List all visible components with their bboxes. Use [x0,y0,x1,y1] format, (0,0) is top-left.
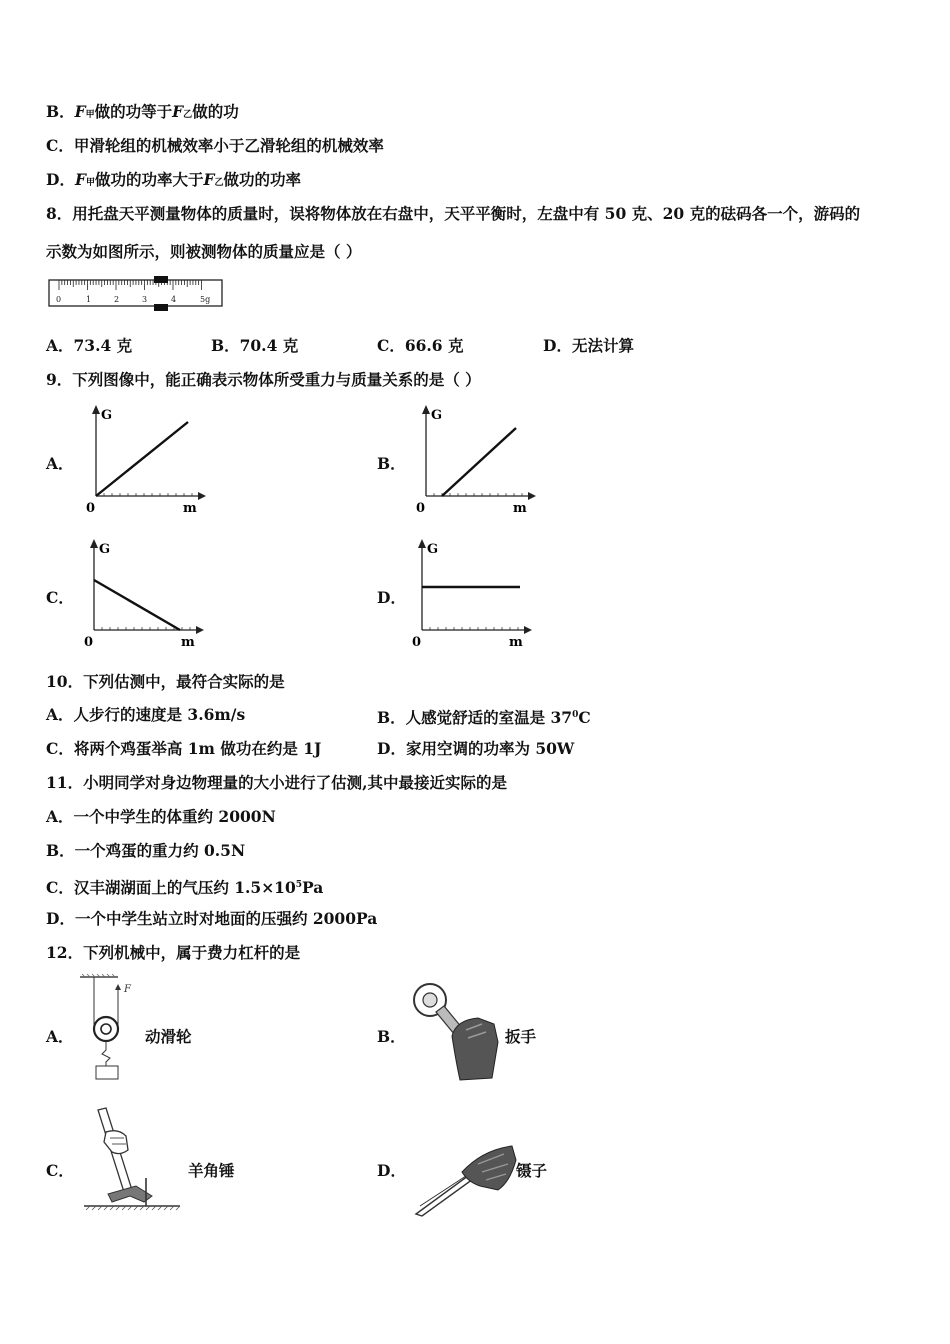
balance-rider-ruler [48,276,224,312]
axis-label-g: G [99,542,111,557]
q10-option-c: C．将两个鸡蛋举高 1m 做功在约是 1J [46,739,322,758]
axis-label-m: m [509,635,523,650]
graph-line [442,428,516,496]
graph-c [80,538,210,650]
q10-option-b: B．人感觉舒适的室温是 $37^0C$ [377,708,591,728]
q8-stem-line1: 8．用托盘天平测量物体的质量时，误将物体放在右盘中，天平平衡时，左盘中有 50 克、20 克的砝码各一个，游码的 [46,204,861,223]
rider [154,304,168,311]
q12-label-a: A． [46,1027,74,1046]
ruler-tick-label: 4 [171,295,177,304]
q8-option-c: C．66.6 克 [377,336,464,355]
q7-option-c: C．甲滑轮组的机械效率小于乙滑轮组的机械效率 [46,136,384,155]
graph-d [408,538,538,650]
q9-label-a: A． [46,454,74,473]
q11-stem: 11．小明同学对身边物理量的大小进行了估测,其中最接近实际的是 [46,773,507,792]
q10-option-a: A．人步行的速度是 3.6m/s [46,705,246,724]
q12-label-b: B． [377,1027,406,1046]
q12-name-b: 扳手 [505,1027,537,1046]
axis-label-g: G [431,408,443,423]
q10-stem: 10．下列估测中，最符合实际的是 [46,672,285,691]
q8-option-d: D．无法计算 [543,336,634,355]
axis-label-m: m [181,635,195,650]
wrench-picture [406,978,506,1082]
q10-option-d: D．家用空调的功率为 50W [377,739,575,758]
q12-stem: 12．下列机械中，属于费力杠杆的是 [46,943,301,962]
ruler-tick-label: 0 [56,295,62,304]
q11-option-a: A．一个中学生的体重约 2000N [46,807,276,826]
q9-label-b: B． [377,454,406,473]
q12-label-d: D． [377,1161,406,1180]
ruler-tick-label: 3 [142,295,148,304]
q9-label-d: D． [377,588,406,607]
q12-name-a: 动滑轮 [145,1027,192,1046]
tweezers-picture [412,1142,520,1218]
rider [154,276,168,283]
movable-pulley-picture [78,974,148,1082]
ruler-tick-label: 2 [114,295,120,304]
graph-a [82,404,212,516]
q7-option-b: B．F甲做的功等于F乙做的功 [46,102,239,121]
axis-label-m: m [513,501,527,516]
axis-label-g: G [427,542,439,557]
force-label: F [124,984,131,995]
q11-option-b: B．一个鸡蛋的重力约 0.5N [46,841,246,860]
axis-label-m: m [183,501,197,516]
q12-name-c: 羊角锤 [188,1161,235,1180]
q8-stem-line2: 示数为如图所示，则被测物体的质量应是（ ） [46,242,362,261]
q12-label-c: C． [46,1161,74,1180]
origin-label: 0 [412,635,422,650]
q8-option-a: A．73.4 克 [46,336,133,355]
ruler-tick-label: 5g [200,295,211,304]
claw-hammer-picture [84,1106,184,1218]
q12-name-d: 镊子 [516,1161,548,1180]
q9-label-c: C． [46,588,74,607]
origin-label: 0 [416,501,426,516]
graph-line [94,580,180,630]
origin-label: 0 [86,501,96,516]
q9-stem: 9．下列图像中，能正确表示物体所受重力与质量关系的是（ ） [46,370,481,389]
q11-option-d: D．一个中学生站立时对地面的压强约 2000Pa [46,909,378,928]
axis-label-g: G [101,408,113,423]
graph-b [412,404,542,516]
ruler-tick-label: 1 [86,295,92,304]
graph-line [96,422,188,496]
origin-label: 0 [84,635,94,650]
q8-option-b: B．70.4 克 [211,336,299,355]
q11-option-c: C．汉丰湖湖面上的气压约 $1.5\times 10^5Pa$ [46,878,324,898]
q7-option-d: D．F甲做功的功率大于F乙做功的功率 [46,170,302,189]
